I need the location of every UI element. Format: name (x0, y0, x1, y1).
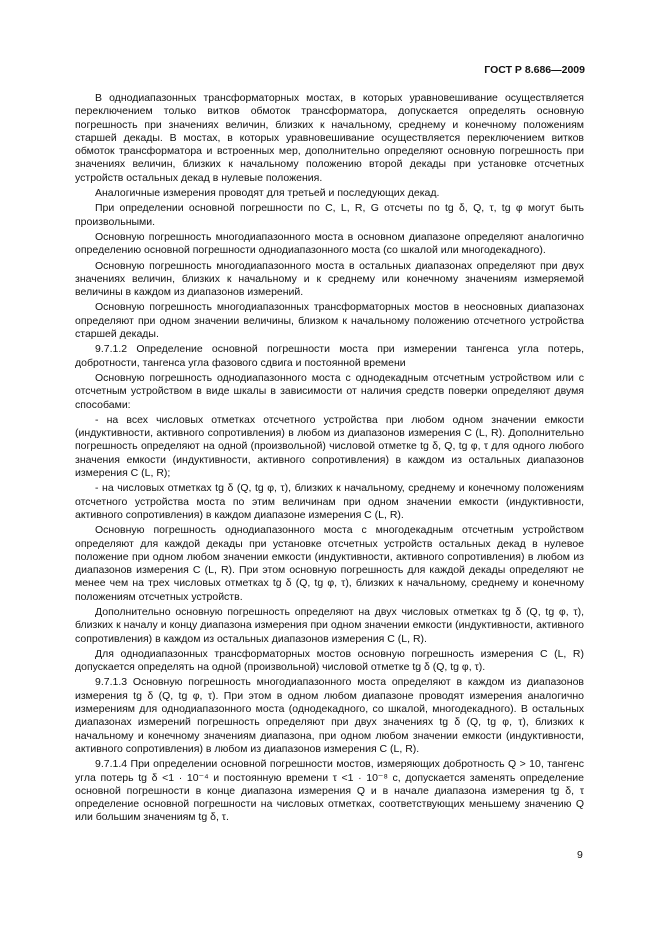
document-body (75, 92, 584, 827)
paragraph: Основную погрешность однодиапазонного моста с многодекадным отсчетным устройством определяют для каждой декады при установке отсчетных устройств остальных декад в нулевое положение при одном любом значении емкости (индуктивности, активного сопротивления) в любом из диапазонов измерения C (L, R). При этом основную погрешность для каждой декады определяют не менее чем на трех числовых отметках tg δ (Q, tg φ, τ), близких к начальному, среднему и конечному положениям отсчетных устройств. (75, 524, 584, 603)
section-9-7-1-4: 9.7.1.4 При определении основной погрешности мостов, измеряющих добротность Q > 10, тангенс угла потерь tg δ <1 · 10⁻⁴ и постоянную времени τ <1 · 10⁻⁸ с, допускается заменять определение основной погрешности в конце диапазона измерения Q и в начале диапазона измерения tg δ, τ определение основной погрешности на числовых отметках, соответствующих меньшему значению Q или большим значениям tg δ, τ. (75, 758, 584, 824)
section-9-7-1-3: 9.7.1.3 Основную погрешность многодиапазонного моста определяют в каждом из диапазонов измерения tg δ (Q, tg φ, τ). При этом в одном любом диапазоне проводят измерения аналогично измерениям для однодиапазонного моста (однодекадного, со шкалой, многодекадного). В остальных диапазонах измерений погрешность определяют при двух значениях tg δ (Q, tg φ, τ), близких к начальному и конечному значениям диапазона, при одном любом значении емкости (индуктивности, активного сопротивления) в любом из диапазонов измерения C (L, R). (75, 676, 584, 755)
paragraph: В однодиапазонных трансформаторных мостах, в которых уравновешивание осуществляется переключением только витков обмоток трансформатора, допускается определять основную погрешность при значениях величин, близких к начальному, среднему и конечному положениям старшей декады. В мостах, в которых уравновешивание осуществляется переключением витков обмоток трансформатора и встроенных мер, дополнительно определяют основную погрешность при значениях величин, близких к начальному положению второй декады при установке отсчетных устройств остальных декад в нулевые положения. (75, 92, 584, 184)
page-number: 9 (577, 849, 583, 861)
paragraph: Для однодиапазонных трансформаторных мостов основную погрешность измерения C (L, R) допускается определять на одной (произвольной) числовой отметке tg δ (Q, tg φ, τ). (75, 647, 584, 674)
document-code: ГОСТ Р 8.686—2009 (484, 64, 585, 76)
paragraph: При определении основной погрешности по C, L, R, G отсчеты по tg δ, Q, τ, tg φ могут быть произвольными. (75, 202, 584, 228)
paragraph: Основную погрешность многодиапазонных трансформаторных мостов в неосновных диапазонах определяют при одном значении величины, близком к начальному положению отсчетного устройства старшей декады. (75, 301, 584, 341)
paragraph: Основную погрешность однодиапазонного моста с однодекадным отсчетным устройством или с отсчетным устройством в виде шкалы в зависимости от наличия средств поверки определяют двумя способами: (75, 371, 584, 411)
list-item: - на числовых отметках tg δ (Q, tg φ, τ), близких к начальному, среднему и конечному положениям отсчетного устройства моста по этим величинам при одном значении емкости (индуктивности, активного сопротивления) в каждом диапазоне измерения C (L, R). (75, 482, 584, 521)
paragraph: Дополнительно основную погрешность определяют на двух числовых отметках tg δ (Q, tg φ, τ), близких к началу и концу диапазона измерения при одном значении емкости (индуктивности, активного сопротивления) в каждом из остальных диапазонов измерения C (L, R). (75, 605, 584, 645)
paragraph: Аналогичные измерения проводят для третьей и последующих декад. (95, 187, 440, 200)
paragraph: Основную погрешность многодиапазонного моста в основном диапазоне определяют аналогично определению основной погрешности однодиапазонного моста (со шкалой или многодекадного). (75, 230, 584, 257)
paragraph: Основную погрешность многодиапазонного моста в остальных диапазонах определяют при двух значениях величин, близких к начальному и к среднему или конечному значениям измеряемой величины в каждом из диапазонов измерений. (75, 259, 584, 299)
list-item: - на всех числовых отметках отсчетного устройства при любом одном значении емкости (индуктивности, активного сопротивления) в любом из диапазонов измерения C (L, R). Дополнительно погрешность определяют на одной (произвольной) числовой отметке tg δ, Q, tg φ, τ для одного любого значения емкости (индуктивности, активного сопротивления) в каждом из остальных диапазонов измерения C (L, R); (75, 413, 584, 480)
section-heading-9-7-1-2: 9.7.1.2 Определение основной погрешности моста при измерении тангенса угла потерь, добротности, тангенса угла фазового сдвига и постоянной времени (75, 343, 584, 369)
